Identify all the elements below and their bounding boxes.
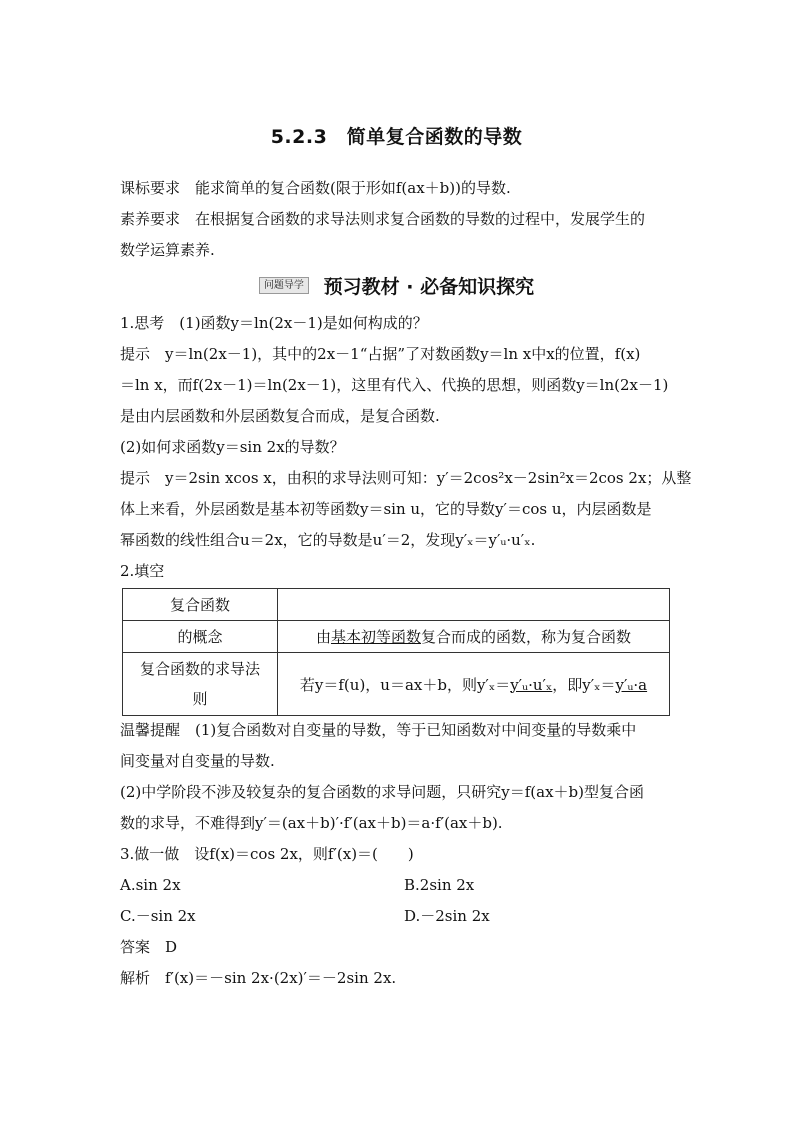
- hint-1-line-1: 提示 y＝ln(2x－1)，其中的2x－1“占据”了对数函数y＝ln x中x的位置，f(x): [120, 345, 641, 363]
- option-c: C.－sin 2x: [120, 907, 196, 925]
- fill-heading: 2.填空: [120, 562, 165, 580]
- exercise-question: 3.做一做 设f(x)＝cos 2x，则f′(x)＝( ): [120, 845, 414, 863]
- tips-line-3: (2)中学阶段不涉及较复杂的复合函数的求导问题，只研究y＝f(ax＋b)型复合函: [120, 783, 644, 801]
- hint-2-line-3: 幂函数的线性组合u＝2x，它的导数是u′＝2，发现y′ₓ＝y′ᵤ·u′ₓ.: [120, 531, 536, 549]
- definition-suffix: 复合而成的函数，称为复合函数: [421, 628, 632, 646]
- literacy-requirement-line-1: 素养要求 在根据复合函数的求导法则求复合函数的导数的过程中，发展学生的: [120, 210, 646, 228]
- tips-line-2: 间变量对自变量的导数.: [120, 752, 275, 770]
- definition-blank: 基本初等函数: [330, 628, 421, 646]
- tips-line-1: 温馨提醒 (1)复合函数对自变量的导数，等于已知函数对中间变量的导数乘中: [120, 721, 637, 739]
- table-cell-head: [123, 653, 278, 716]
- table-row: [123, 653, 670, 716]
- table-row: [123, 621, 670, 653]
- rule-blank-1: y′ᵤ·u′ₓ: [510, 675, 553, 694]
- analysis: 解析 f′(x)＝－sin 2x·(2x)′＝－2sin 2x.: [120, 969, 397, 987]
- hint-2-line-1: 提示 y＝2sin xcos x，由积的求导法则可知：y′＝2cos²x－2sin²x＝2cos 2x；从整: [120, 469, 692, 487]
- section-tag: 问题导学: [259, 277, 309, 294]
- option-d: D.－2sin 2x: [404, 907, 490, 925]
- course-requirement: 课标要求 能求简单的复合函数(限于形如f(ax＋b))的导数.: [120, 179, 511, 197]
- answer: 答案 D: [120, 938, 178, 956]
- tips-line-4: 数的求导，不难得到y′＝(ax＋b)′·f′(ax＋b)＝a·f′(ax＋b).: [120, 814, 503, 832]
- hint-1-line-3: 是由内层函数和外层函数复合而成，是复合函数.: [120, 407, 440, 425]
- table-row: [123, 589, 670, 621]
- table-cell-rule: [278, 653, 670, 716]
- table-cell-head: 的概念: [123, 621, 278, 653]
- option-b: B.2sin 2x: [404, 876, 475, 894]
- rule-middle: ，即y′ₓ＝: [552, 675, 616, 694]
- rule-prefix: 若y＝f(u)，u＝ax＋b，则y′ₓ＝: [299, 675, 511, 694]
- rule-blank-2: y′ᵤ·a: [615, 675, 648, 694]
- concept-table: [122, 588, 670, 716]
- table-cell-head: 复合函数: [123, 589, 278, 621]
- rule-head-line-1: 复合函数的求导法: [139, 660, 260, 678]
- table-cell-definition: [278, 621, 670, 653]
- definition-prefix: 由: [315, 628, 331, 646]
- literacy-requirement-line-2: 数学运算素养.: [120, 241, 215, 259]
- section-heading: [0, 272, 793, 299]
- page-title: 5.2.3 简单复合函数的导数: [270, 126, 523, 148]
- rule-head-line-2: 则: [192, 690, 208, 708]
- hint-2-line-2: 体上来看，外层函数是基本初等函数y＝sin u，它的导数y′＝cos u，内层函数是: [120, 500, 652, 518]
- think-question-2: (2)如何求函数y＝sin 2x的导数？: [120, 438, 345, 456]
- table-cell-empty: [278, 589, 670, 621]
- think-question-1: 1.思考 (1)函数y＝ln(2x－1)是如何构成的？: [120, 314, 428, 332]
- hint-1-line-2: ＝ln x，而f(2x－1)＝ln(2x－1)，这里有代入、代换的思想，则函数y＝ln(2x－1): [120, 376, 669, 394]
- option-a: A.sin 2x: [120, 876, 181, 894]
- section-title: 预习教材 · 必备知识探究: [323, 276, 535, 298]
